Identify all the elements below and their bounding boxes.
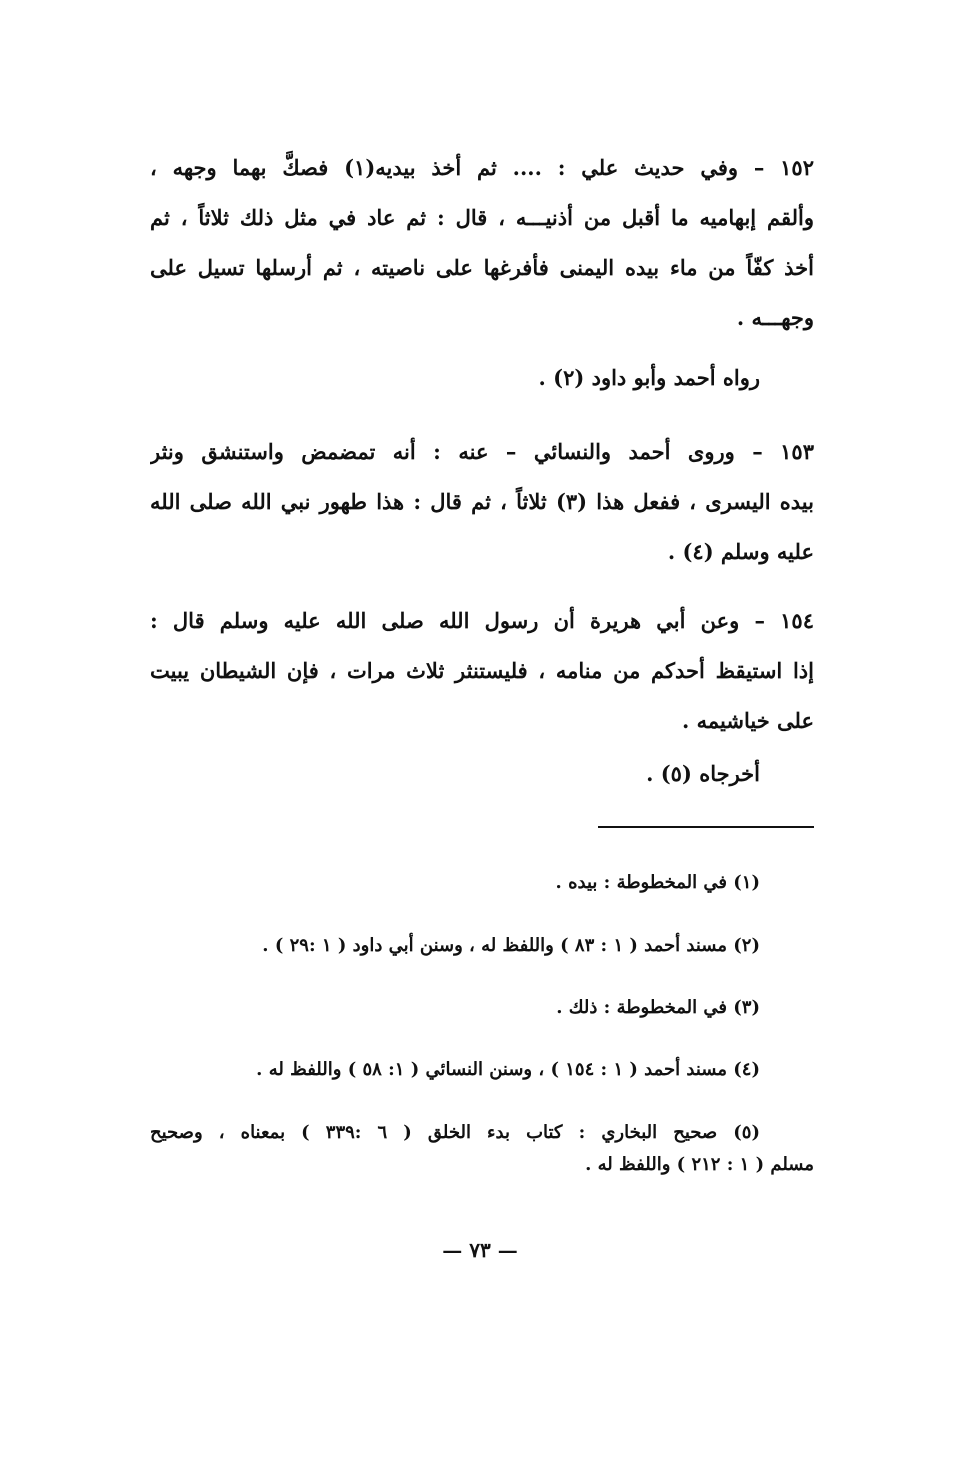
- hadith-152-line-2: وألقم إبهاميه ما أقبل من أذنيـــه ، قال : ثم عاد في مثل ذلك ثلاثاً ، ثم: [150, 205, 814, 230]
- hadith-153-line-2: بيده اليسرى ، ففعل هذا (٣) ثلاثاً ، ثم قال : هذا طهور نبي الله صلى الله: [150, 489, 814, 514]
- hadith-152-line-1: ١٥٢ – وفي حديث علي : .... ثم أخذ بيديه(١) فصكَّ بهما وجهه ،: [150, 155, 814, 180]
- hadith-153-line-1: ١٥٣ – وروى أحمد والنسائي – عنه : أنه تمضمض واستنشق ونثر: [150, 439, 814, 464]
- hadith-152-line-3: أخذ كفّاً من ماء بيده اليمنى فأفرغها على ناصيته ، ثم أرسلها تسيل على: [150, 255, 814, 280]
- footnote-3: (٣) في المخطوطة : ذلك .: [556, 997, 760, 1018]
- footnote-5: [150, 1117, 814, 1181]
- page-number: — ٧٣ —: [442, 1238, 518, 1262]
- hadith-152: [150, 143, 814, 343]
- hadith-152-line-4: وجهـــه .: [736, 305, 814, 330]
- hadith-153: [150, 427, 814, 577]
- footnote-5-line-2: مسلم ( ١ : ٢١٢ ) واللفظ له .: [585, 1154, 814, 1175]
- hadith-154: [150, 596, 814, 746]
- footnote-2: (٢) مسند أحمد ( ١ : ٨٣ ) واللفظ له ، وسنن أبي داود ( ١ :٢٩ ) .: [262, 935, 760, 956]
- footnote-1: (١) في المخطوطة : بيده .: [555, 872, 760, 893]
- footnote-divider: [598, 826, 814, 828]
- hadith-154-source: أخرجاه (٥) .: [646, 761, 760, 786]
- hadith-154-line-1: ١٥٤ – وعن أبي هريرة أن رسول الله صلى الله عليه وسلم قال :: [150, 608, 814, 633]
- footnote-5-line-1: (٥) صحيح البخاري : كتاب بدء الخلق ( ٦ :٣٣٩ ) بمعناه ، وصحيح: [150, 1122, 760, 1143]
- hadith-154-line-2: إذا استيقظ أحدكم من منامه ، فليستنثر ثلاث مرات ، فإن الشيطان يبيت: [150, 658, 814, 683]
- hadith-152-source: رواه أحمد وأبو داود (٢) .: [538, 365, 760, 390]
- hadith-153-line-3: عليه وسلم (٤) .: [667, 539, 814, 564]
- footnote-4: (٤) مسند أحمد ( ١ : ١٥٤ ) ، وسنن النسائي ( ١: ٥٨ ) واللفظ له .: [256, 1059, 760, 1080]
- hadith-154-line-3: على خياشيمه .: [682, 708, 814, 733]
